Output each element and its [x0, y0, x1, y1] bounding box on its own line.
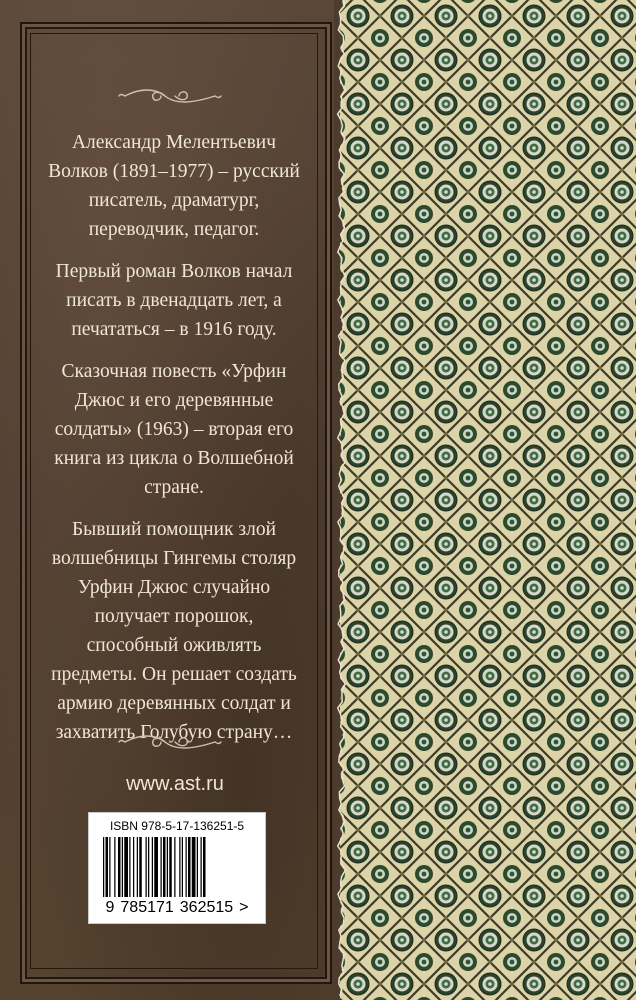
- isbn-label: ISBN 978-5-17-136251-5: [109, 819, 245, 833]
- publisher-url: www.ast.ru: [126, 773, 224, 795]
- barcode-arrow: >: [239, 899, 249, 916]
- book-intro-paragraph: Сказочная повесть «Урфин Джюс и его деревянные солдаты» (1963) – вторая его книга из цикла о Волшебной стране.: [54, 361, 294, 498]
- barcode-digit-lead: 9: [105, 899, 115, 916]
- isbn-barcode: [88, 812, 266, 924]
- career-paragraph: Первый роман Волков начал писать в двенадцать лет, а печататься – в 1916 году.: [55, 261, 293, 340]
- bottom-ornament-icon: [115, 730, 225, 754]
- decorative-pattern: [340, 0, 636, 1000]
- barcode-digits-right: 362515: [179, 899, 234, 916]
- plot-paragraph: Бывший помощник злой волшебницы Гингемы столяр Урфин Джюс случайно получает порошок, способный оживлять предметы. Он решает создать армию деревянных солдат и захватить Голубую страну…: [51, 519, 297, 743]
- top-ornament-icon: [115, 84, 225, 108]
- author-bio-paragraph: Александр Мелентьевич Волков (1891–1977) – русский писатель, драматург, переводчик, педагог.: [48, 132, 300, 240]
- pattern-svg: [340, 0, 636, 1000]
- barcode-icon: [101, 837, 253, 899]
- description-text: [48, 128, 300, 760]
- barcode-digits: [89, 899, 265, 917]
- torn-edge: [334, 0, 350, 1000]
- barcode-digits-left: 785171: [120, 899, 174, 916]
